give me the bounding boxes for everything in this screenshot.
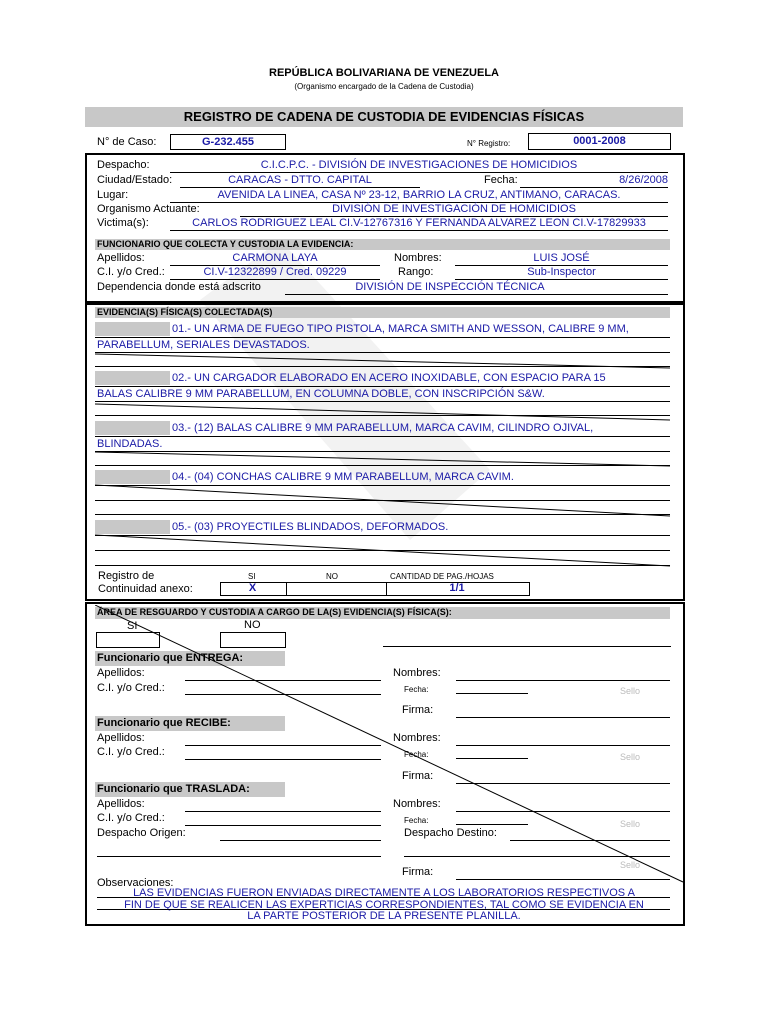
traslada-fecha-label: Fecha: bbox=[404, 816, 429, 825]
func-rango-label: Rango: bbox=[398, 266, 434, 278]
traslada-ci-label: C.I. y/o Cred.: bbox=[97, 812, 165, 824]
traslada-sello-2: Sello bbox=[620, 860, 641, 870]
observaciones-line3[interactable]: LA PARTE POSTERIOR DE LA PRESENTE PLANILLA. bbox=[247, 910, 521, 922]
despacho-origen-label: Despacho Origen: bbox=[97, 827, 186, 839]
case-label: N° de Caso: bbox=[97, 136, 157, 148]
entrega-fecha-label: Fecha: bbox=[404, 685, 429, 694]
fecha-line bbox=[520, 187, 668, 188]
recibe-apellidos-label: Apellidos: bbox=[97, 732, 145, 744]
func-apellidos-label: Apellidos: bbox=[97, 252, 145, 264]
registro-number-field[interactable]: 0001-2008 bbox=[528, 133, 671, 150]
observaciones-line2[interactable]: FIN DE QUE SE REALICEN LAS EXPERTICIAS CORRESPONDIENTES, TAL COMO SE EVIDENCIA EN bbox=[124, 899, 644, 911]
entrega-nombres-label: Nombres: bbox=[393, 667, 441, 679]
observaciones-label: Observaciones: bbox=[97, 877, 174, 889]
traslada-nombres-label: Nombres: bbox=[393, 798, 441, 810]
no-checkbox[interactable] bbox=[286, 582, 386, 596]
despacho-line bbox=[170, 172, 668, 173]
victima-line bbox=[170, 230, 668, 231]
registro-continuidad-label: Registro de bbox=[98, 570, 155, 582]
registro-label: N° Registro: bbox=[467, 139, 511, 148]
lugar-value[interactable]: AVENIDA LA LINEA, CASA Nº 23-12, BARRIO LA CRUZ, ANTIMANO, CARACAS. bbox=[217, 189, 621, 201]
resguardo-si-label: SI bbox=[127, 620, 138, 632]
victima-label: Victima(s): bbox=[97, 217, 149, 229]
evidence-item-line1[interactable]: 01.- UN ARMA DE FUEGO TIPO PISTOLA, MARCA SMITH AND WESSON, CALIBRE 9 MM, bbox=[172, 323, 629, 335]
resguardo-cancel-line bbox=[95, 605, 685, 885]
si-label: SI bbox=[248, 572, 256, 581]
func-rango-value[interactable]: Sub-Inspector bbox=[527, 266, 596, 278]
organismo-value[interactable]: DIVISIÓN DE INVESTIGACIÓN DE HOMICIDIOS bbox=[332, 203, 576, 215]
resguardo-header: ÁREA DE RESGUARDO Y CUSTODIA A CARGO DE LA(S) EVIDENCIA(S) FÍSICA(S): bbox=[97, 607, 452, 617]
republic-heading: REPÚBLICA BOLIVARIANA DE VENEZUELA bbox=[269, 67, 499, 79]
ciudad-value[interactable]: CARACAS - DTTO. CAPITAL bbox=[228, 174, 372, 186]
despacho-label: Despacho: bbox=[97, 159, 150, 171]
func-nombres-label: Nombres: bbox=[394, 252, 442, 264]
evidence-item-line1[interactable]: 02.- UN CARGADOR ELABORADO EN ACERO INOXIDABLE, CON ESPACIO PARA 15 bbox=[172, 372, 606, 384]
observaciones-rule bbox=[97, 909, 670, 910]
entrega-sello: Sello bbox=[620, 686, 641, 696]
resguardo-no-label: NO bbox=[244, 619, 261, 631]
func-dependencia-label: Dependencia donde está adscrito bbox=[97, 281, 261, 293]
fecha-value[interactable]: 8/26/2008 bbox=[619, 174, 668, 186]
entrega-header: Funcionario que ENTREGA: bbox=[97, 652, 244, 664]
evidence-rule bbox=[95, 337, 670, 338]
evidencias-header: EVIDENCIA(S) FÍSICA(S) COLECTADA(S) bbox=[97, 307, 273, 317]
despacho-value[interactable]: C.I.C.P.C. - DIVISIÓN DE INVESTIGACIONES DE HOMICIDIOS bbox=[260, 159, 578, 171]
observaciones-line1[interactable]: LAS EVIDENCIAS FUERON ENVIADAS DIRECTAMENTE A LOS LABORATORIOS RESPECTIVOS A bbox=[133, 887, 635, 899]
entrega-firma-label: Firma: bbox=[402, 704, 434, 716]
funcionario-header: FUNCIONARIO QUE COLECTA Y CUSTODIA LA EVIDENCIA: bbox=[97, 239, 354, 249]
func-nombres-value[interactable]: LUIS JOSÉ bbox=[533, 252, 590, 264]
recibe-ci-label: C.I. y/o Cred.: bbox=[97, 746, 165, 758]
func-apellidos-value[interactable]: CARMONA LAYA bbox=[232, 252, 318, 264]
evidence-item-line2[interactable]: PARABELLUM, SERIALES DEVASTADOS. bbox=[97, 339, 310, 351]
recibe-header: Funcionario que RECIBE: bbox=[97, 717, 231, 729]
entrega-ci-label: C.I. y/o Cred.: bbox=[97, 682, 165, 694]
evidence-item-line1[interactable]: 03.- (12) BALAS CALIBRE 9 MM PARABELLUM, MARCA CAVIM, CILINDRO OJIVAL, bbox=[172, 422, 594, 434]
evidence-item-line2[interactable]: BALAS CALIBRE 9 MM PARABELLUM, EN COLUMNA DOBLE, CON INSCRIPCIÓN S&W. bbox=[97, 388, 545, 400]
organism-subtitle: (Organismo encargado de la Cadena de Custodia) bbox=[294, 82, 474, 91]
recibe-sello: Sello bbox=[620, 752, 641, 762]
recibe-firma-label: Firma: bbox=[402, 770, 434, 782]
page-title: REGISTRO DE CADENA DE CUSTODIA DE EVIDENCIAS FÍSICAS bbox=[183, 109, 585, 124]
organismo-label: Organismo Actuante: bbox=[97, 203, 200, 215]
cantidad-label: CANTIDAD DE PAG./HOJAS bbox=[390, 572, 494, 581]
recibe-fecha-label: Fecha: bbox=[404, 750, 429, 759]
evidence-item-line1[interactable]: 05.- (03) PROYECTILES BLINDADOS, DEFORMADOS. bbox=[172, 521, 449, 533]
fecha-label: Fecha: bbox=[484, 174, 518, 186]
evidence-bar bbox=[95, 322, 170, 336]
victima-value[interactable]: CARLOS RODRIGUEZ LEAL CI.V-12767316 Y FERNANDA ALVAREZ LEON CI.V-17829933 bbox=[192, 217, 646, 229]
func-ci-value[interactable]: CI.V-12322899 / Cred. 09229 bbox=[203, 266, 347, 278]
si-value: X bbox=[248, 582, 257, 594]
entrega-apellidos-label: Apellidos: bbox=[97, 667, 145, 679]
traslada-firma-label: Firma: bbox=[402, 866, 434, 878]
despacho-destino-label: Despacho Destino: bbox=[404, 827, 497, 839]
evidence-item-line2[interactable]: BLINDADAS. bbox=[97, 438, 163, 450]
cantidad-value: 1/1 bbox=[449, 582, 465, 594]
case-number-field[interactable]: G-232.455 bbox=[170, 134, 286, 150]
func-dependencia-value[interactable]: DIVISIÓN DE INSPECCIÓN TÉCNICA bbox=[355, 281, 545, 293]
no-label: NO bbox=[326, 572, 338, 581]
ciudad-line bbox=[180, 187, 420, 188]
ciudad-label: Ciudad/Estado: bbox=[97, 174, 173, 186]
registro-continuidad-label2: Continuidad anexo: bbox=[98, 583, 193, 595]
recibe-nombres-label: Nombres: bbox=[393, 732, 441, 744]
evidence-cancel-lines bbox=[95, 340, 671, 572]
traslada-sello: Sello bbox=[620, 819, 641, 829]
func-ci-label: C.I. y/o Cred.: bbox=[97, 266, 165, 278]
func-dependencia-line bbox=[285, 294, 668, 295]
evidence-item-line1[interactable]: 04.- (04) CONCHAS CALIBRE 9 MM PARABELLUM, MARCA CAVIM. bbox=[172, 471, 514, 483]
traslada-header: Funcionario que TRASLADA: bbox=[97, 783, 250, 795]
observaciones-rule bbox=[97, 897, 670, 898]
func-ci-line bbox=[170, 279, 380, 280]
traslada-apellidos-label: Apellidos: bbox=[97, 798, 145, 810]
func-rango-line bbox=[455, 279, 668, 280]
lugar-label: Lugar: bbox=[97, 189, 129, 201]
